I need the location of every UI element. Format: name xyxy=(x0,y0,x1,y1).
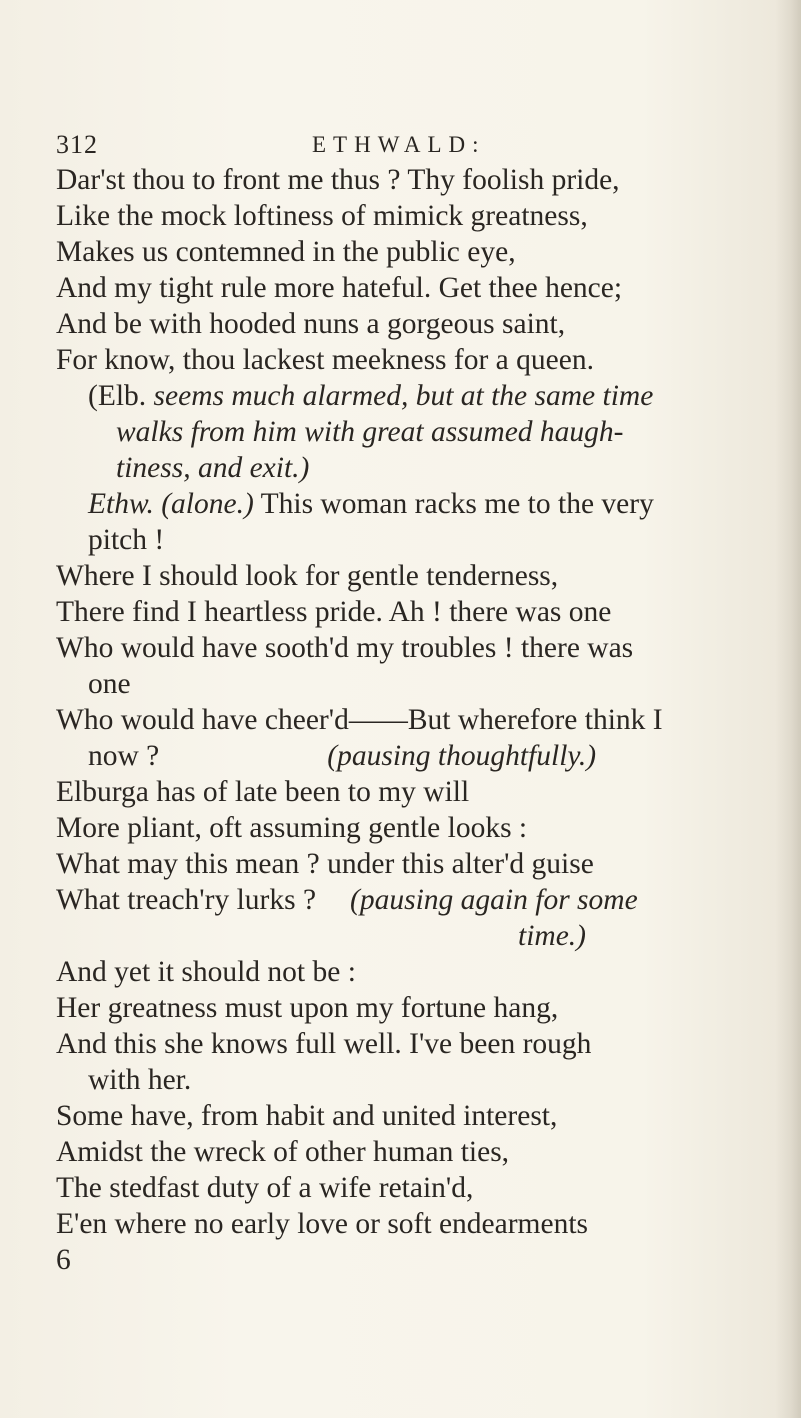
verse-text-span: This woman racks me to the very xyxy=(260,488,654,520)
verse-line: Some have, from habit and united interest, xyxy=(56,1100,558,1132)
speaker-name: (Elb. xyxy=(88,380,147,412)
speech-line xyxy=(56,486,776,522)
stage-direction: (pausing thoughtfully.) xyxy=(327,740,597,772)
verse-line: More pliant, oft assuming gentle looks : xyxy=(56,812,528,844)
verse-line-continuation xyxy=(56,738,776,774)
running-title: ETHWALD: xyxy=(312,132,486,157)
stage-direction: walks from him with great assumed haugh- xyxy=(116,416,624,448)
verse-line: E'en where no early love or soft endearments xyxy=(56,1208,589,1240)
stage-direction: seems much alarmed, but at the same time xyxy=(153,380,654,412)
verse-line-continuation: with her. xyxy=(88,1064,192,1096)
verse-line: The stedfast duty of a wife retain'd, xyxy=(56,1172,474,1204)
verse-line: Dar'st thou to front me thus ? Thy foolish pride, xyxy=(56,164,620,196)
verse-line: What may this mean ? under this alter'd guise xyxy=(56,848,594,880)
stage-direction: (pausing again for some xyxy=(350,884,638,916)
verse-line-continuation: one xyxy=(88,668,131,700)
verse-line: Who would have sooth'd my troubles ! there was xyxy=(56,632,634,664)
page-header xyxy=(56,130,756,162)
verse-line: And my tight rule more hateful. Get thee hence; xyxy=(56,272,623,304)
verse-line: And be with hooded nuns a gorgeous saint, xyxy=(56,308,566,340)
verse-line: And yet it should not be : xyxy=(56,956,356,988)
verse-line: Amidst the wreck of other human ties, xyxy=(56,1136,510,1168)
verse-line: There find I heartless pride. Ah ! there was one xyxy=(56,596,612,628)
verse-line: Elburga has of late been to my will xyxy=(56,776,470,808)
verse-text-span: What treach'ry lurks ? xyxy=(56,884,317,916)
verse-line: Like the mock loftiness of mimick greatness, xyxy=(56,200,588,232)
stage-direction-line xyxy=(56,378,776,414)
verse-line: Where I should look for gentle tenderness, xyxy=(56,560,559,592)
stage-direction: (alone.) xyxy=(161,488,254,520)
verse-line-continuation: pitch ! xyxy=(88,524,165,556)
catchword: 6 xyxy=(56,1244,71,1276)
verse-text-span: now ? xyxy=(88,740,160,772)
verse-line: And this she knows full well. I've been rough xyxy=(56,1028,592,1060)
verse-line: Makes us contemned in the public eye, xyxy=(56,236,516,268)
verse-line: For know, thou lackest meekness for a queen. xyxy=(56,344,594,376)
verse-line: Who would have cheer'd——But wherefore think I xyxy=(56,704,663,736)
verse-line: Her greatness must upon my fortune hang, xyxy=(56,992,559,1024)
page-edge-shadow xyxy=(775,0,801,1418)
page-number: 312 xyxy=(56,130,98,159)
verse-line xyxy=(56,882,776,918)
speaker-name: Ethw. xyxy=(88,488,154,520)
stage-direction: tiness, and exit.) xyxy=(116,452,310,484)
stage-direction: time.) xyxy=(518,920,586,952)
verse-text xyxy=(56,162,776,1278)
